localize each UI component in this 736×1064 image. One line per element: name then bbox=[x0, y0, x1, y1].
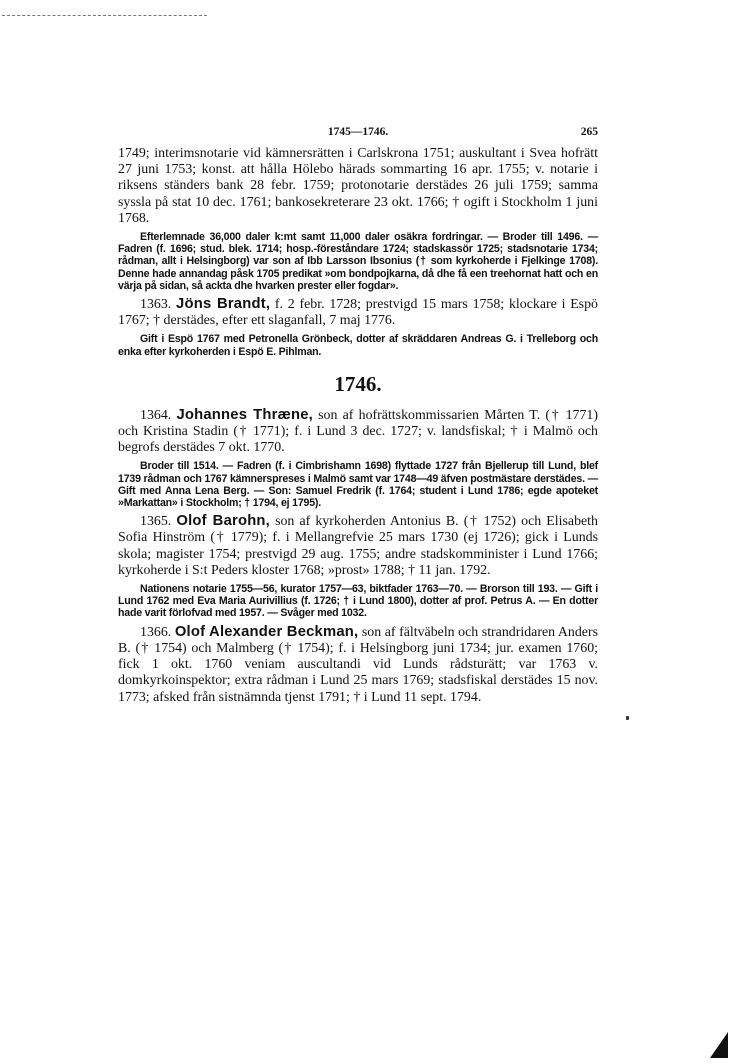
entry-body: son af kyrkoherden Antonius B. († 1752) och Elisabeth Sofia Hinström († 1779); f. i Mellangrefvie 25 mars 1730 (ej 1726); gick i Lunds skola; magister 1754; prestvigd 29 aug. 1755; andre stadskomminister i Lund 1766; kyrkoherde i S:t Peders kloster 1768; »prost» 1788; † 11 jan. 1792. bbox=[118, 514, 598, 578]
entry-text bbox=[118, 513, 598, 579]
margin-mark bbox=[626, 716, 629, 720]
corner-mark-icon bbox=[710, 1032, 728, 1058]
year-heading: 1746. bbox=[334, 371, 382, 396]
entry-body: f. 2 febr. 1728; prestvigd 15 mars 1758; klockare i Espö 1767; † derstädes, efter ett slaganfall, 7 maj 1776. bbox=[118, 297, 598, 329]
entry-1363 bbox=[118, 296, 598, 358]
entry-name: Johannes Thræne, bbox=[176, 406, 313, 423]
entry-number: 1365. bbox=[140, 514, 172, 530]
header-rule bbox=[2, 15, 207, 16]
entry-1366 bbox=[118, 624, 598, 706]
entry-note: Nationens notarie 1755—56, kurator 1757—63, biktfader 1763—70. — Brorson till 193. — Gift i Lund 1762 med Eva Maria Aurivillius (f. 1726; † i Lund 1800), dotter af prof. Petrus A. — En dotter hade varit förlofvad med 1957. — Svåger med 1032. bbox=[118, 583, 598, 620]
entry-1365 bbox=[118, 513, 598, 619]
entry-text bbox=[118, 296, 598, 329]
continued-entry-note: Efterlemnade 36,000 daler k:mt samt 11,000 daler osäkra fordringar. — Broder till 1496. — Fadren (f. 1696; stud. blek. 1714; hosp.-föreståndare 1724; stadskassör 1725; stadsnotarie 1734; rådman, allt i Helsingborg) var son af Ibb Larsson Ibsonius († som kyrkoherde i Fjelkinge 1708). Denne hade annandag påsk 1705 predikat »om bondpojkarna, då dhe få een treehornat hatt och en värja på sidan, så ackta dhe hvarken prester eller fogdar». bbox=[118, 231, 598, 292]
entry-number: 1366. bbox=[140, 624, 172, 640]
continued-entry bbox=[118, 146, 598, 292]
entry-1364 bbox=[118, 407, 598, 509]
entry-name: Jöns Brandt, bbox=[176, 296, 271, 313]
entry-number: 1363. bbox=[140, 297, 172, 313]
entry-name: Olof Barohn, bbox=[176, 513, 270, 530]
entry-note: Gift i Espö 1767 med Petronella Grönbeck, dotter af skräddaren Andreas G. i Trelleborg och enka efter kyrkoherden i Espö E. Pihlman. bbox=[118, 333, 598, 358]
entry-text bbox=[118, 624, 598, 706]
entry-body: son af fältväbeln och strandridaren Anders B. († 1754) och Malmberg († 1754); f. i Helsingborg juni 1734; jur. examen 1760; fick 1 okt. 1760 veniam auscultandi vid Lunds rådsturätt; var 1763 v. domkyrkoinspektor; extra rådman i Lund 25 mars 1769; stadsfiskal derstädes 15 nov. 1773; afsked från sistnämnda tjenst 1791; † i Lund 11 sept. 1794. bbox=[118, 624, 598, 705]
page-number: 265 bbox=[580, 126, 598, 138]
page-content bbox=[118, 126, 598, 706]
running-header bbox=[118, 126, 598, 146]
entry-number: 1364. bbox=[140, 407, 172, 423]
entry-note: Broder till 1514. — Fadren (f. i Cimbrishamn 1698) flyttade 1727 från Bjellerup till Lund, blef 1739 rådman och 1767 kämnerspreses i Malmö samt var 1748—49 äfven postmästare derstädes. — Gift med Anna Lena Berg. — Son: Samuel Fredrik (f. 1764; student i Lund 1786; egde apoteket »Markattan» i Stockholm; † 1794, ej 1795). bbox=[118, 460, 598, 510]
continued-entry-text: 1749; interimsnotarie vid kämnersrätten i Carlskrona 1751; auskultant i Svea hofrätt 27 juni 1753; konst. att hålla Hölebo härads sommarting 16 apr. 1755; v. notarie i riksens ständers bank 28 febr. 1759; protonotarie derstädes 26 juli 1759; samma syssla på stat 10 dec. 1761; bankosekreterare 23 okt. 1766; † ogift i Stockholm 1 juni 1768. bbox=[118, 146, 598, 226]
running-title: 1745—1746. bbox=[327, 126, 389, 138]
entry-body: son af hofrättskommissarien Mårten T. († 1771) och Kristina Stadin († 1771); f. i Lund 3 dec. 1727; v. landsfiskal; † i Malmö och begrofs derstädes 7 okt. 1770. bbox=[118, 407, 598, 456]
entry-name: Olof Alexander Beckman, bbox=[174, 623, 359, 640]
entry-text bbox=[118, 407, 598, 457]
